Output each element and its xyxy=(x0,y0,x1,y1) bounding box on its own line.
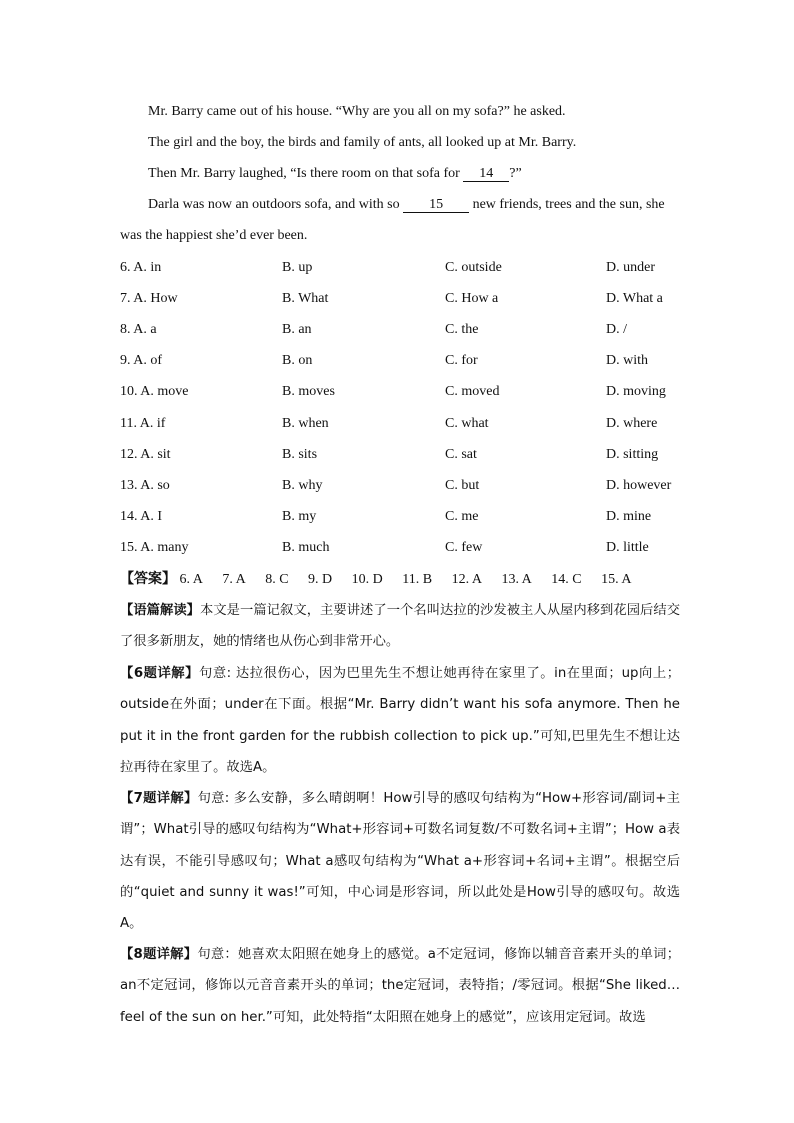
q7-explanation xyxy=(120,783,680,939)
story-line-3 xyxy=(148,164,708,184)
option-row-13 xyxy=(120,476,690,496)
answer-item: 8. C xyxy=(265,572,289,587)
story-line-5: was the happiest she’d ever been. xyxy=(120,228,308,243)
option-a: 6. A. in xyxy=(120,260,162,275)
option-d: D. where xyxy=(606,416,658,431)
option-c: C. for xyxy=(445,353,478,368)
option-d: D. / xyxy=(606,322,627,337)
option-d: D. however xyxy=(606,478,672,493)
option-a: 13. A. so xyxy=(120,478,170,493)
option-d: D. What a xyxy=(606,291,663,306)
option-a: 14. A. I xyxy=(120,509,162,524)
option-b: B. when xyxy=(282,416,329,431)
answer-item: 11. B xyxy=(402,572,433,587)
option-a: 12. A. sit xyxy=(120,447,171,462)
option-b: B. why xyxy=(282,478,323,493)
option-row-6 xyxy=(120,258,690,278)
option-b: B. sits xyxy=(282,447,318,462)
blank-15: 15 xyxy=(403,197,469,213)
option-c: C. what xyxy=(445,416,489,431)
answer-item: 15. A xyxy=(601,572,632,587)
option-d: D. little xyxy=(606,540,649,555)
answer-item: 14. C xyxy=(551,572,582,587)
option-a: 7. A. How xyxy=(120,291,178,306)
option-b: B. What xyxy=(282,291,329,306)
option-b: B. much xyxy=(282,540,330,555)
option-d: D. moving xyxy=(606,384,666,399)
option-d: D. sitting xyxy=(606,447,659,462)
story-line-1: Mr. Barry came out of his house. “Why are you all on my sofa?” he asked. xyxy=(148,104,566,119)
answer-item: 6. A xyxy=(179,572,203,587)
option-c: C. the xyxy=(445,322,479,337)
option-c: C. How a xyxy=(445,291,499,306)
option-c: C. moved xyxy=(445,384,500,399)
option-a: 8. A. a xyxy=(120,322,157,337)
option-c: C. outside xyxy=(445,260,502,275)
summary-text: 本文是一篇记叙文，主要讲述了一个名叫达拉的沙发被主人从屋内移到花园后结交了很多新朋友，她的情绪也从伤心到非常开心。 xyxy=(120,603,681,650)
option-d: D. mine xyxy=(606,509,652,524)
option-d: D. under xyxy=(606,260,655,275)
q6-explanation xyxy=(120,658,680,783)
option-a: 10. A. move xyxy=(120,384,189,399)
story-line-4-start: Darla was now an outdoors sofa, and with so xyxy=(148,197,404,212)
option-a: 15. A. many xyxy=(120,540,189,555)
option-b: B. up xyxy=(282,260,313,275)
option-b: B. on xyxy=(282,353,313,368)
option-c: C. few xyxy=(445,540,483,555)
option-row-14 xyxy=(120,507,690,527)
option-c: C. but xyxy=(445,478,480,493)
option-row-10 xyxy=(120,382,690,402)
blank-14: 14 xyxy=(463,166,509,182)
option-b: B. moves xyxy=(282,384,335,399)
option-a: 11. A. if xyxy=(120,416,166,431)
summary-paragraph xyxy=(120,595,680,658)
story-line-4-end: new friends, trees and the sun, she xyxy=(469,197,665,212)
option-b: B. my xyxy=(282,509,317,524)
option-b: B. an xyxy=(282,322,312,337)
story-line-3-start: Then Mr. Barry laughed, “Is there room on that sofa for xyxy=(148,166,464,181)
option-row-15 xyxy=(120,538,690,558)
answer-item: 13. A xyxy=(501,572,532,587)
story-line-3-end: ?” xyxy=(509,166,522,181)
answer-item: 10. D xyxy=(351,572,383,587)
q8-label: 【8题详解】 xyxy=(120,947,198,962)
option-row-7 xyxy=(120,289,690,309)
answer-item: 9. D xyxy=(308,572,333,587)
q8-explanation xyxy=(120,939,680,1033)
option-c: C. me xyxy=(445,509,479,524)
story-line-2: The girl and the boy, the birds and family of ants, all looked up at Mr. Barry. xyxy=(148,135,577,150)
answer-key xyxy=(120,570,647,590)
option-row-9 xyxy=(120,351,690,371)
option-a: 9. A. of xyxy=(120,353,162,368)
summary-label: 【语篇解读】 xyxy=(120,603,201,618)
option-row-12 xyxy=(120,445,690,465)
story-line-4 xyxy=(148,195,708,215)
answer-item: 12. A xyxy=(451,572,482,587)
q7-label: 【7题详解】 xyxy=(120,791,198,806)
option-c: C. sat xyxy=(445,447,477,462)
q7-text: 句意: 多么安静，多么晴朗啊！How引导的感叹句结构为“How+形容词/副词+主谓”；What引导的感叹句结构为“What+形容词+可数名词复数/不可数名词+主谓”；How a表达有误，不能引导感叹句；What a感叹句结构为“What a+形容词+名词+主谓”。根据空后的“quiet and sunny it was!”可知，中心词是形容词，所以此处是How引导的感叹句。故选A。 xyxy=(120,791,680,932)
option-row-11 xyxy=(120,414,690,434)
q8-text: 句意：她喜欢太阳照在她身上的感觉。a不定冠词，修饰以辅音音素开头的单词；an不定冠词，修饰以元音音素开头的单词；the定冠词，表特指；/零冠词。根据“She liked… feel of the sun on her.”可知，此处特指“太阳照在她身上的感觉”，应该用定冠词。故选 xyxy=(120,947,680,1025)
option-row-8 xyxy=(120,320,690,340)
answer-item: 7. A xyxy=(222,572,246,587)
option-d: D. with xyxy=(606,353,648,368)
answer-label: 【答案】 xyxy=(120,572,176,587)
q6-text: 句意: 达拉很伤心，因为巴里先生不想让她再待在家里了。in在里面；up向上；outside在外面；under在下面。根据“Mr. Barry didn’t want his sofa anymore. Then he put it in the front garden for the rubbish collection to pick up.”可知,巴里先生不想让达拉再待在家里了。故选A。 xyxy=(120,666,680,775)
q6-label: 【6题详解】 xyxy=(120,666,199,681)
